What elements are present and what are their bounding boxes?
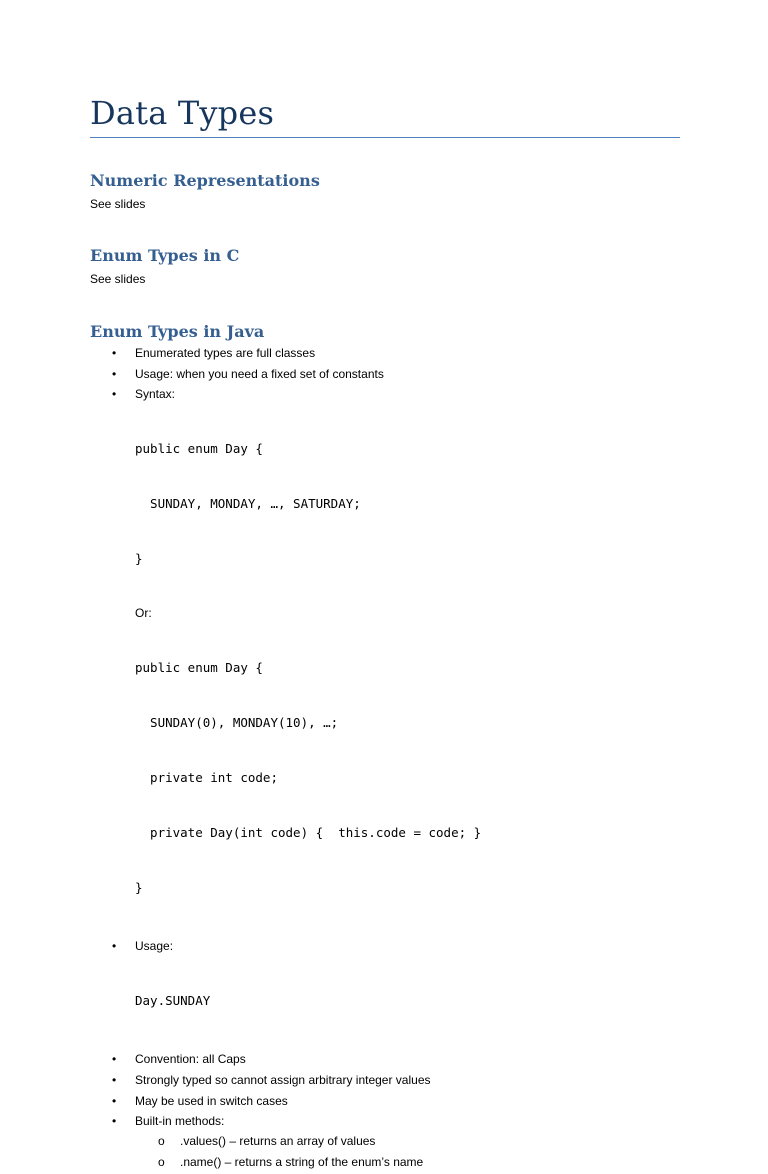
code-line: public enum Day {	[135, 440, 263, 456]
bullet-icon: •	[112, 1093, 117, 1108]
code-block-enum-basic	[135, 403, 680, 604]
code-line: Day.SUNDAY	[135, 992, 211, 1008]
bullet-icon: •	[112, 1073, 117, 1088]
list-item	[90, 1093, 680, 1109]
list-item-text: May be used in switch cases	[135, 1093, 288, 1108]
enum-types-in-c-text: See slides	[90, 272, 146, 286]
list-item-text: Usage:	[135, 939, 174, 954]
list-item-text: Built-in methods:	[135, 1114, 225, 1129]
list-item	[90, 1072, 680, 1088]
bullet-icon: •	[112, 1114, 117, 1129]
built-in-methods-sublist	[135, 1133, 680, 1169]
heading-enum-types-in-java: Enum Types in Java	[90, 322, 265, 341]
bullet-icon: •	[112, 346, 117, 360]
title-underline-rule	[90, 137, 680, 138]
list-item-text: Convention: all Caps	[135, 1052, 246, 1067]
sub-list-item	[135, 1133, 680, 1149]
list-item	[90, 366, 680, 382]
list-item-text: Strongly typed so cannot assign arbitrary integer values	[135, 1073, 431, 1088]
circle-bullet-icon: o	[158, 1134, 165, 1149]
list-item-text: Usage: when you need a fixed set of constants	[135, 366, 384, 381]
list-item-syntax	[90, 386, 680, 934]
or-label: Or:	[135, 606, 152, 621]
bullet-icon: •	[112, 387, 117, 402]
code-line: private int code;	[135, 770, 278, 786]
list-item	[90, 1051, 680, 1067]
code-line: private Day(int code) { this.code = code; }	[135, 825, 482, 841]
sub-list-item-text: .values() – returns an array of values	[180, 1134, 376, 1149]
bullet-icon: •	[112, 366, 117, 381]
sub-list-item	[135, 1154, 680, 1170]
list-item-text: Enumerated types are full classes	[135, 346, 316, 360]
bullet-icon: •	[112, 939, 117, 954]
heading-enum-types-in-c: Enum Types in C	[90, 246, 240, 265]
heading-numeric-representations: Numeric Representations	[90, 171, 320, 190]
code-block-enum-with-fields	[135, 623, 680, 934]
code-line: }	[135, 879, 143, 895]
code-line: SUNDAY, MONDAY, …, SATURDAY;	[135, 495, 361, 511]
code-line: public enum Day {	[135, 660, 263, 676]
bullet-icon: •	[112, 1052, 117, 1067]
list-item	[90, 345, 680, 361]
code-block-usage	[135, 955, 680, 1046]
code-line: }	[135, 550, 143, 566]
list-item-usage	[90, 938, 680, 1046]
document-title: Data Types	[90, 94, 275, 132]
code-line: SUNDAY(0), MONDAY(10), …;	[135, 715, 339, 731]
list-item-text: Syntax:	[135, 387, 176, 402]
java-enum-bullet-list	[90, 345, 680, 1174]
list-item-built-in-methods	[90, 1113, 680, 1169]
numeric-representations-text: See slides	[90, 197, 146, 211]
sub-list-item-text: .name() – returns a string of the enum’s name	[180, 1154, 424, 1169]
circle-bullet-icon: o	[158, 1154, 165, 1169]
